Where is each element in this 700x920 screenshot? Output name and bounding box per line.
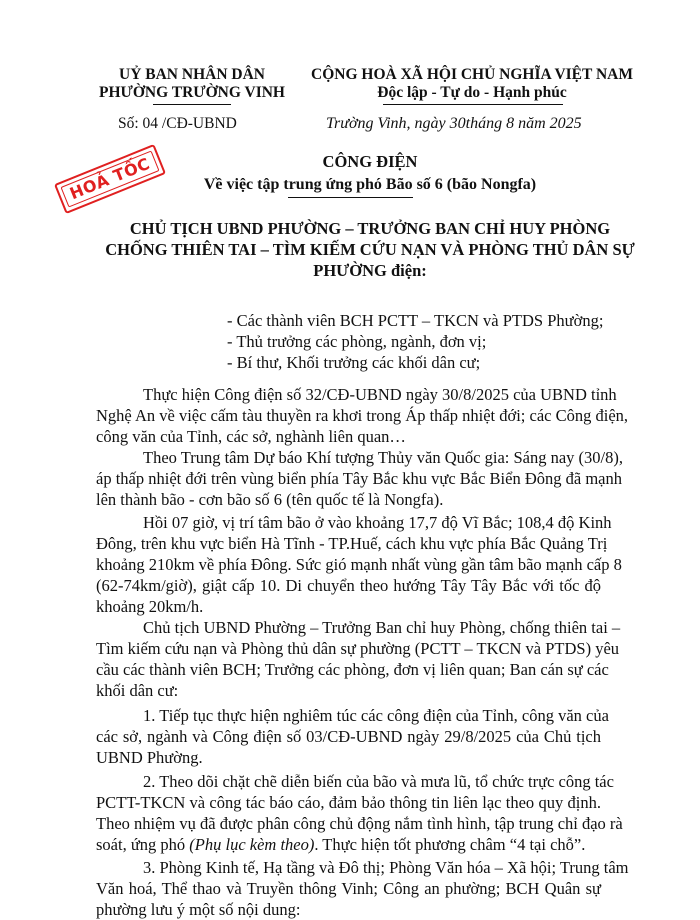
paragraph-line: Thực hiện Công điện số 32/CĐ-UBND ngày 30/8/2025 của UBND tỉnh <box>143 385 617 404</box>
motto-underline <box>383 104 563 105</box>
place-date: Trường Vinh, ngày 30tháng 8 năm 2025 <box>326 115 582 132</box>
paragraph-text: . Thực hiện tốt phương châm “4 tại chỗ”. <box>314 835 586 854</box>
paragraph-line: UBND Phường. <box>96 748 203 767</box>
paragraph-line: công văn của Tỉnh, các sở, nghành liên quan… <box>96 427 406 446</box>
paragraph-line-mixed <box>96 835 585 855</box>
paragraph-line: áp thấp nhiệt đới trên vùng biển phía Tây Bắc khu vực Bắc Biển Đông đã mạnh <box>96 469 622 488</box>
national-motto: Độc lập - Tự do - Hạnh phúc <box>377 84 567 101</box>
country-name: CỘNG HOÀ XÃ HỘI CHỦ NGHĨA VIỆT NAM <box>311 66 633 83</box>
paragraph-line: Theo nhiệm vụ đã được phân công chủ động nắm tình hình, tập trung chỉ đạo rà <box>96 814 623 833</box>
paragraph-line: khoảng 210km về phía Đông. Sức gió mạnh nhất vùng gần tâm bão mạnh cấp 8 <box>96 555 622 574</box>
paragraph-line: các sở, ngành và Công điện số 03/CĐ-UBND ngày 29/8/2025 của Chủ tịch <box>96 727 601 746</box>
paragraph-line: (62-74km/giờ), giật cấp 10. Di chuyển theo hướng Tây Tây Bắc với tốc độ <box>96 576 601 595</box>
paragraph-line: 3. Phòng Kinh tế, Hạ tầng và Đô thị; Phòng Văn hóa – Xã hội; Trung tâm <box>143 858 629 877</box>
paragraph-line: PCTT-TKCN và công tác báo cáo, đảm bảo thông tin liên lạc theo quy định. <box>96 793 601 812</box>
sender-line-2: CHỐNG THIÊN TAI – TÌM KIẾM CỨU NẠN VÀ PHÒNG THỦ DÂN SỰ <box>105 240 635 259</box>
paragraph-line: Nghệ An về việc cấm tàu thuyền ra khơi trong Áp thấp nhiệt đới; các Công điện, <box>96 406 629 425</box>
paragraph-line: Đông, trên khu vực biển Hà Tĩnh - TP.Huế, cách khu vực phía Bắc Quảng Trị <box>96 534 608 553</box>
sender-line-1: CHỦ TỊCH UBND PHƯỜNG – TRƯỞNG BAN CHỈ HUY PHÒNG <box>129 219 611 238</box>
document-subject: Về việc tập trung ứng phó Bão số 6 (bão Nongfa) <box>203 176 537 193</box>
paragraph-line: cầu các thành viên BCH; Trưởng các phòng, đơn vị liên quan; Ban cán sự các <box>96 660 609 679</box>
paragraph-text: soát, ứng phó <box>96 835 190 854</box>
paragraph-line: khoảng 20km/h. <box>96 597 204 616</box>
document-number: Số: 04 /CĐ-UBND <box>118 115 237 132</box>
urgent-stamp: HOẢ TỐC <box>54 144 166 214</box>
paragraph-line: 2. Theo dõi chặt chẽ diễn biến của bão và mưa lũ, tổ chức trực công tác <box>143 772 614 791</box>
appendix-reference: (Phụ lục kèm theo) <box>189 835 315 854</box>
paragraph-line: Chủ tịch UBND Phường – Trưởng Ban chỉ huy Phòng, chống thiên tai – <box>143 618 621 637</box>
paragraph-line: Theo Trung tâm Dự báo Khí tượng Thủy văn Quốc gia: Sáng nay (30/8), <box>143 448 624 467</box>
recipient-item: - Thủ trưởng các phòng, ngành, đơn vị; <box>227 332 487 351</box>
subject-underline <box>288 197 413 198</box>
paragraph-line: phường lưu ý một số nội dung: <box>96 900 301 919</box>
paragraph-line: 1. Tiếp tục thực hiện nghiêm túc các công điện của Tỉnh, công văn của <box>143 706 609 725</box>
paragraph-line: Văn hoá, Thể thao và Truyền thông Vinh; Công an phường; BCH Quân sự <box>96 879 601 898</box>
agency-underline <box>153 104 231 105</box>
ward-name: PHƯỜNG TRƯỜNG VINH <box>98 84 285 101</box>
paragraph-line: khối dân cư: <box>96 681 179 700</box>
recipient-item: - Bí thư, Khối trưởng các khối dân cư; <box>227 353 481 372</box>
recipient-item: - Các thành viên BCH PCTT – TKCN và PTDS Phường; <box>227 311 604 330</box>
agency-name: UỶ BAN NHÂN DÂN <box>119 66 265 83</box>
sender-line-3: PHƯỜNG điện: <box>313 261 427 280</box>
paragraph-line: lên thành bão - cơn bão số 6 (tên quốc tế là Nongfa). <box>96 490 444 509</box>
paragraph-line: Tìm kiếm cứu nạn và Phòng thủ dân sự phường (PCTT – TKCN và PTDS) yêu <box>96 639 620 658</box>
document-type: CÔNG ĐIỆN <box>322 152 418 171</box>
paragraph-line: Hồi 07 giờ, vị trí tâm bão ở vào khoảng 17,7 độ Vĩ Bắc; 108,4 độ Kinh <box>143 513 612 532</box>
